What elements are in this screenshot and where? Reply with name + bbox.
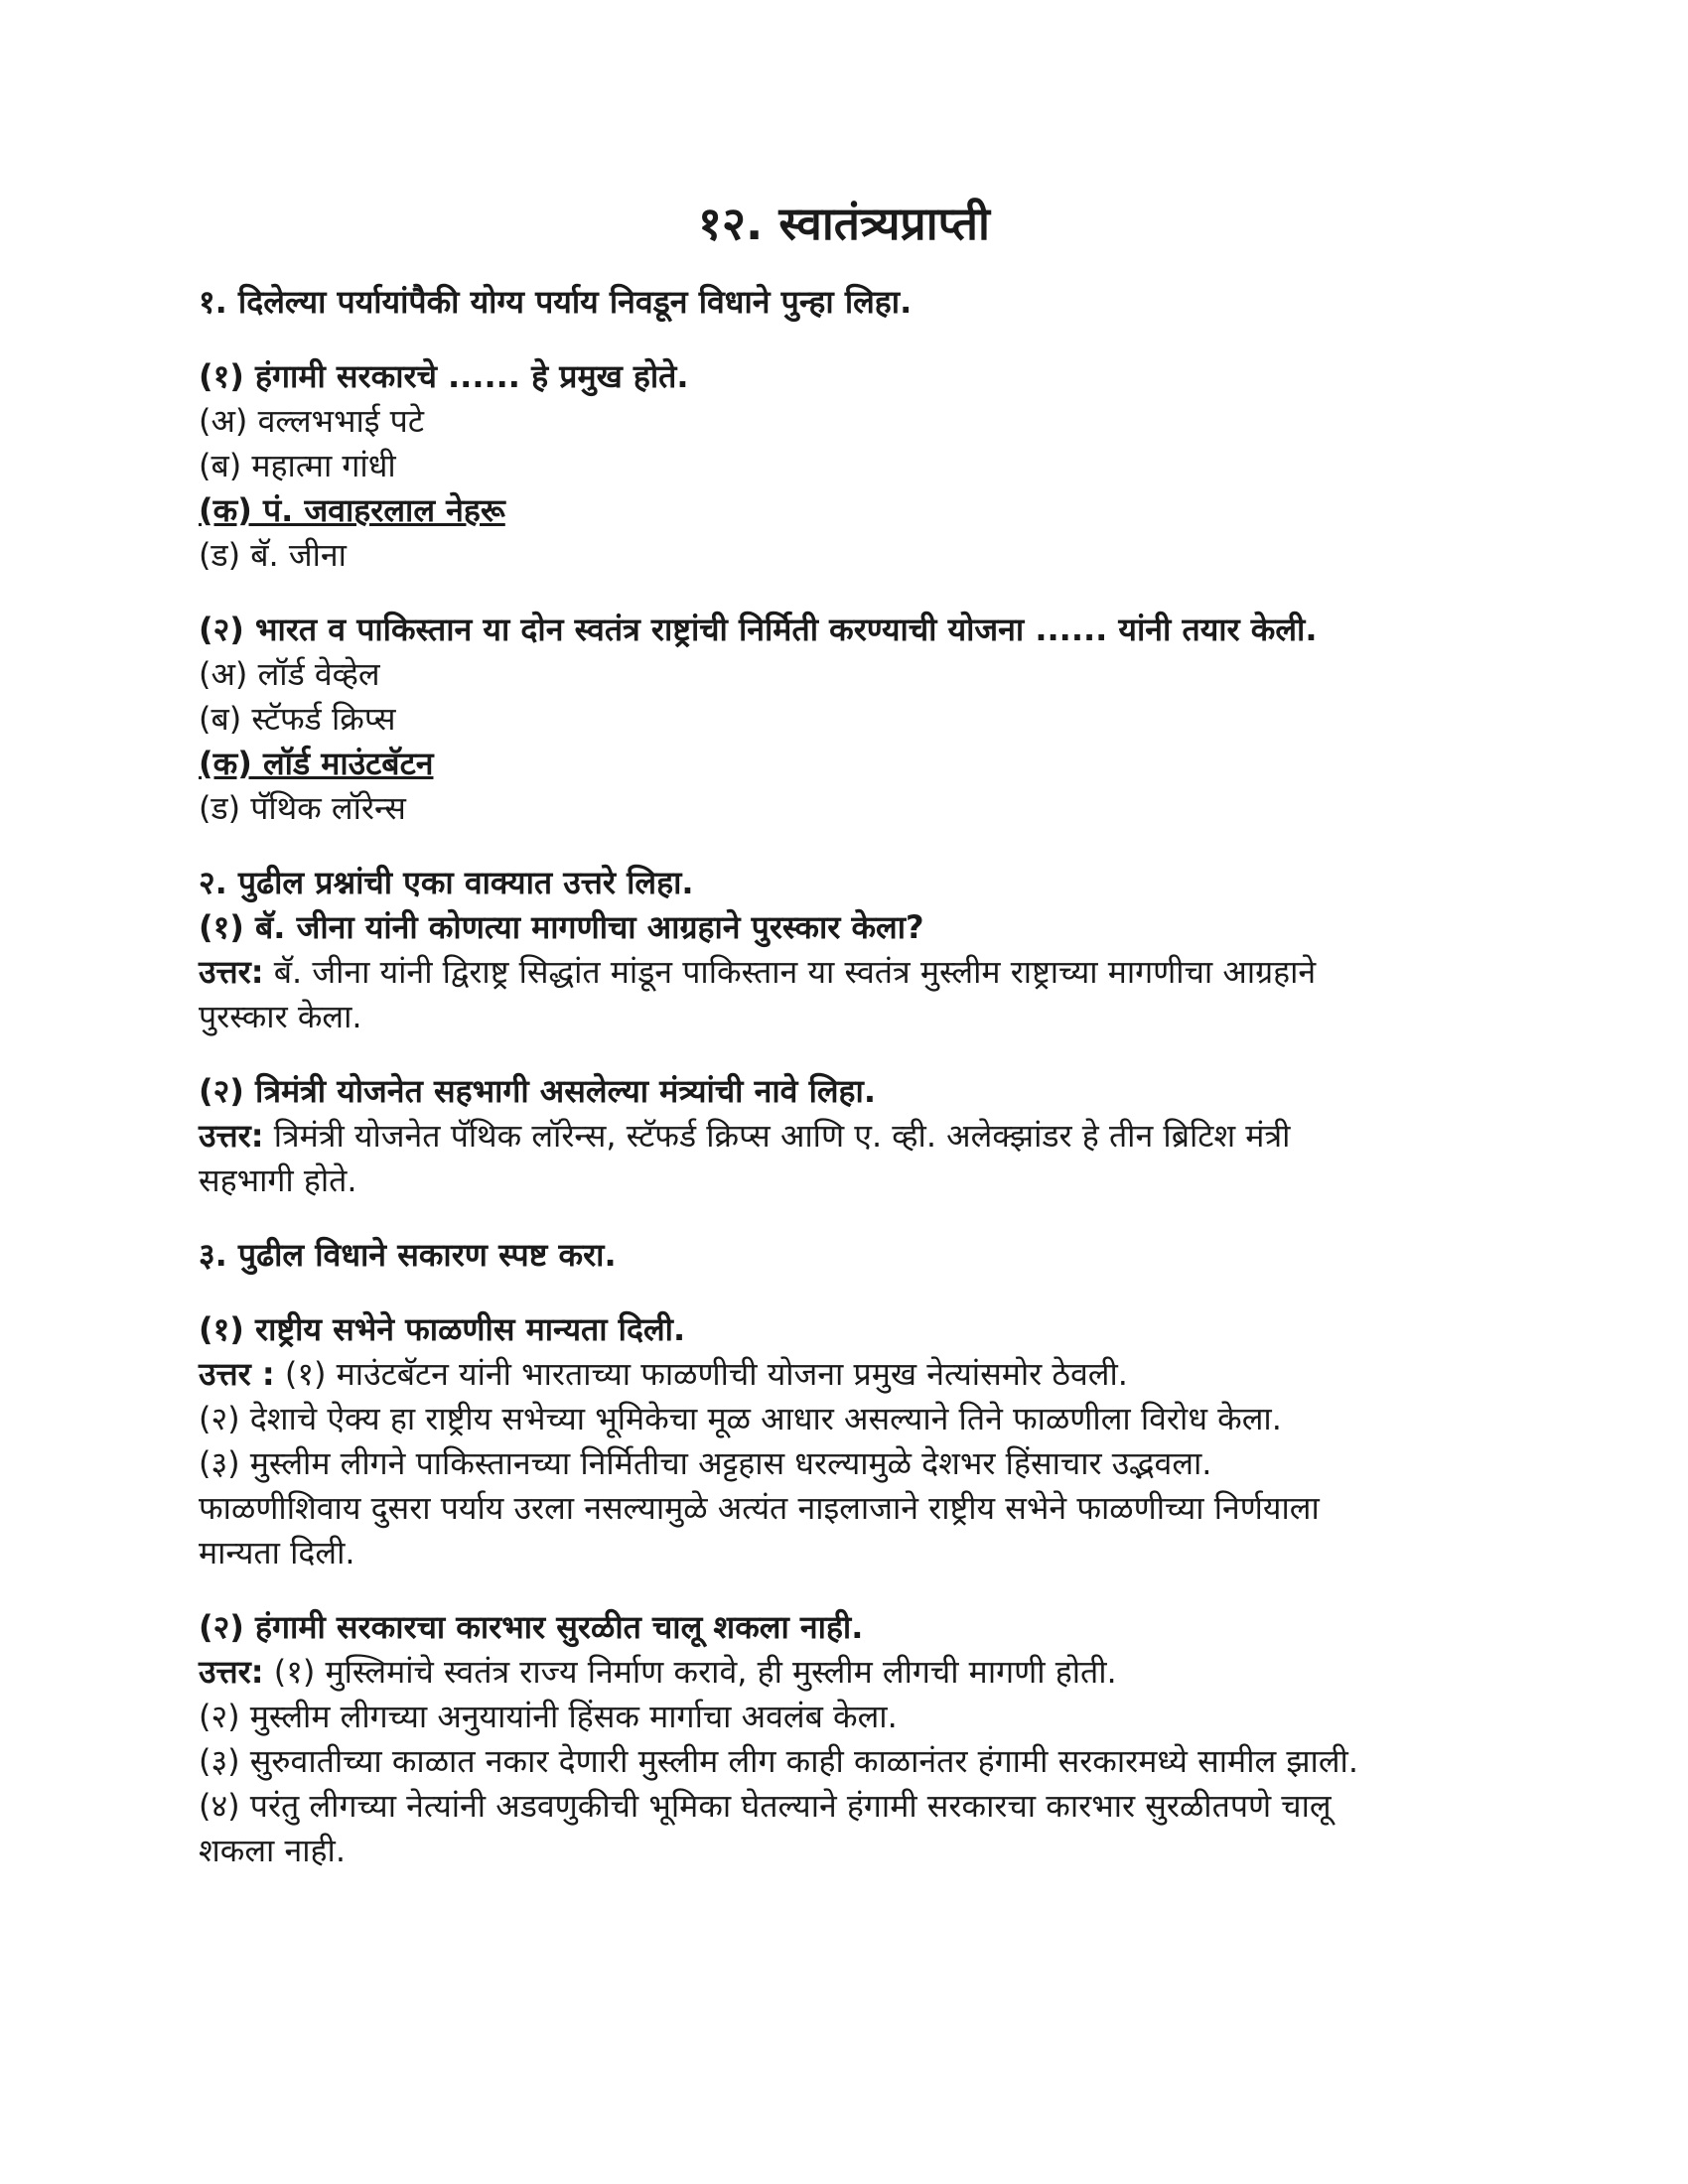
s3-q1-answer-line4: फाळणीशिवाय दुसरा पर्याय उरला नसल्यामुळे अत्यंत नाइलाजाने राष्ट्रीय सभेने फाळणीच्या निर्णयाला <box>199 1489 1320 1527</box>
answer-label: उत्तर: <box>199 1117 264 1155</box>
answer-label: उत्तर: <box>199 1653 264 1691</box>
answer-text: (१) मुस्लिमांचे स्वतंत्र राज्य निर्माण करावे, ही मुस्लीम लीगची मागणी होती. <box>263 1653 1117 1691</box>
s3-q2-answer-line3: (३) सुरुवातीच्या काळात नकार देणारी मुस्लीम लीग काही काळानंतर हंगामी सरकारमध्ये सामील झाली. <box>199 1742 1358 1780</box>
answer-text: बॅ. जीना यांनी द्विराष्ट्र सिद्धांत मांडून पाकिस्तान या स्वतंत्र मुस्लीम राष्ट्राच्या मागणीचा आग्रहाने <box>263 953 1317 991</box>
s3-q1-answer-line3: (३) मुस्लीम लीगने पाकिस्तानच्या निर्मितीचा अट्टहास धरल्यामुळे देशभर हिंसाचार उद्भवला. <box>199 1444 1212 1482</box>
s2-q2-answer-line <box>199 1114 1509 1159</box>
section3-heading: ३. पुढील विधाने सकारण स्पष्ट करा. <box>199 1236 617 1274</box>
s3-q1-answer-line <box>199 1352 1509 1397</box>
s1-q2-option-d: (ड) पॅथिक लॉरेन्स <box>199 789 406 827</box>
s2-q2-answer-line2: सहभागी होते. <box>199 1161 357 1199</box>
s3-q1-answer-line2: (२) देशाचे ऐक्य हा राष्ट्रीय सभेच्या भूमिकेचा मूळ आधार असल्याने तिने फाळणीला विरोध केला. <box>199 1400 1282 1437</box>
answer-label: उत्तर : <box>199 1355 275 1393</box>
section1-heading: १. दिलेल्या पर्यायांपैकी योग्य पर्याय निवडून विधाने पुन्हा लिहा. <box>199 283 913 321</box>
s2-q1-answer-line2: पुरस्कार केला. <box>199 998 362 1035</box>
s3-q2-answer-line2: (२) मुस्लीम लीगच्या अनुयायांनी हिंसक मार्गाचा अवलंब केला. <box>199 1698 898 1735</box>
s1-q2-question: (२) भारत व पाकिस्तान या दोन स्वतंत्र राष्ट्रांची निर्मिती करण्याची योजना ...... यांनी तयार केली. <box>199 611 1318 648</box>
s1-q1-option-a: (अ) वल्लभभाई पटे <box>199 402 424 440</box>
s3-q2-answer-line5: शकला नाही. <box>199 1832 346 1869</box>
s1-q2-option-c-correct: (क) लॉर्ड माउंटबॅटन <box>199 745 434 782</box>
s1-q1-question: (१) हंगामी सरकारचे ...... हे प्रमुख होते. <box>199 357 689 395</box>
s1-q1-option-d: (ड) बॅ. जीना <box>199 536 347 574</box>
s3-q1-question: (१) राष्ट्रीय सभेने फाळणीस मान्यता दिली. <box>199 1310 686 1348</box>
answer-text: (१) माउंटबॅटन यांनी भारताच्या फाळणीची योजना प्रमुख नेत्यांसमोर ठेवली. <box>274 1355 1128 1393</box>
answer-text: त्रिमंत्री योजनेत पॅथिक लॉरेन्स, स्टॅफर्ड क्रिप्स आणि ए. व्ही. अलेक्झांडर हे तीन ब्रिटिश मंत्री <box>263 1117 1291 1155</box>
s1-q1-option-b: (ब) महात्मा गांधी <box>199 447 396 484</box>
s3-q2-question: (२) हंगामी सरकारचा कारभार सुरळीत चालू शकला नाही. <box>199 1608 864 1646</box>
s3-q1-answer-line5: मान्यता दिली. <box>199 1534 355 1571</box>
answer-label: उत्तर: <box>199 953 264 991</box>
s2-q1-answer-line <box>199 950 1509 995</box>
s1-q2-option-b: (ब) स्टॅफर्ड क्रिप्स <box>199 700 396 738</box>
content <box>199 280 1509 1873</box>
section2-heading: २. पुढील प्रश्नांची एका वाक्यात उत्तरे लिहा. <box>199 864 694 901</box>
page-title: १२. स्वातंत्र्यप्राप्ती <box>698 197 990 250</box>
s3-q2-answer-line <box>199 1650 1509 1695</box>
s1-q2-option-a: (अ) लॉर्ड वेव्हेल <box>199 655 380 693</box>
s3-q2-answer-line4: (४) परंतु लीगच्या नेत्यांनी अडवणुकीची भूमिका घेतल्याने हंगामी सरकारचा कारभार सुरळीतपणे चालू <box>199 1787 1332 1825</box>
s2-q1-question: (१) बॅ. जीना यांनी कोणत्या मागणीचा आग्रहाने पुरस्कार केला? <box>199 908 924 946</box>
s1-q1-option-c-correct: (क) पं. जवाहरलाल नेहरू <box>199 491 505 529</box>
s2-q2-question: (२) त्रिमंत्री योजनेत सहभागी असलेल्या मंत्र्यांची नावे लिहा. <box>199 1072 876 1110</box>
